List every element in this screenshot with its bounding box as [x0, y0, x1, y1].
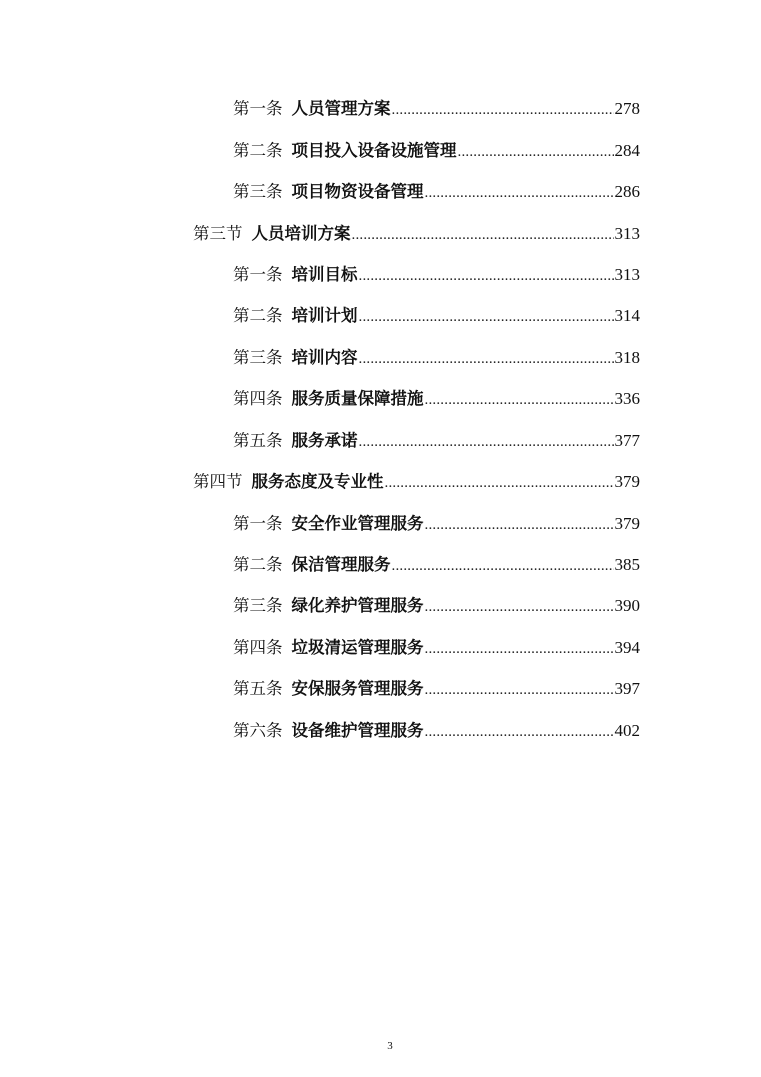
toc-entry-title: 服务态度及专业性 [251, 472, 384, 491]
toc-entry[interactable] [233, 677, 640, 701]
toc-entry-number: 第三节 [193, 224, 243, 243]
toc-entry[interactable] [233, 429, 640, 453]
toc-entry-title: 项目物资设备管理 [291, 182, 424, 201]
dot-leader [359, 430, 614, 454]
dot-leader [425, 181, 614, 205]
toc-entry-page: 313 [614, 265, 640, 284]
toc-entry-number: 第五条 [233, 679, 283, 698]
dot-leader [359, 264, 614, 288]
toc-entry-page: 278 [614, 99, 640, 118]
toc-entry[interactable] [233, 139, 640, 163]
toc-entry[interactable] [233, 512, 640, 536]
toc-entry-page: 385 [614, 555, 640, 574]
toc-entry[interactable] [233, 636, 640, 660]
toc-entry-title: 服务承诺 [291, 431, 358, 450]
toc-entry-number: 第一条 [233, 265, 283, 284]
toc-entry-page: 313 [614, 224, 640, 243]
toc-entry-number: 第一条 [233, 99, 283, 118]
toc-entry-title: 人员管理方案 [291, 99, 391, 118]
toc-entry-title: 培训计划 [291, 306, 358, 325]
toc-entry-title: 垃圾清运管理服务 [291, 638, 424, 657]
page-number: 3 [387, 1040, 393, 1052]
toc-entry-page: 402 [614, 721, 640, 740]
toc-entry[interactable] [233, 719, 640, 743]
toc-entry-page: 314 [614, 306, 640, 325]
toc-entry[interactable] [233, 346, 640, 370]
toc-entry-number: 第四节 [193, 472, 243, 491]
toc-entry-page: 394 [614, 638, 640, 657]
dot-leader [425, 678, 614, 702]
toc-entry-title: 服务质量保障措施 [291, 389, 424, 408]
toc-entry-number: 第三条 [233, 596, 283, 615]
dot-leader [385, 471, 614, 495]
toc-entry-title: 项目投入设备设施管理 [291, 141, 457, 160]
toc-entry[interactable] [233, 304, 640, 328]
toc-entry-title: 培训内容 [291, 348, 358, 367]
toc-entry-title: 安保服务管理服务 [291, 679, 424, 698]
toc-entry-page: 377 [614, 431, 640, 450]
toc-entry-title: 绿化养护管理服务 [291, 596, 424, 615]
toc-entry-number: 第四条 [233, 389, 283, 408]
dot-leader [392, 98, 614, 122]
toc-entry-number: 第二条 [233, 141, 283, 160]
dot-leader [392, 554, 614, 578]
toc-entry-number: 第三条 [233, 182, 283, 201]
toc-entry[interactable] [233, 97, 640, 121]
dot-leader [458, 140, 614, 164]
dot-leader [425, 513, 614, 537]
dot-leader [425, 388, 614, 412]
toc-entry-page: 379 [614, 514, 640, 533]
toc-entry-number: 第三条 [233, 348, 283, 367]
dot-leader [425, 637, 614, 661]
toc-entry[interactable] [233, 594, 640, 618]
toc-entry-number: 第六条 [233, 721, 283, 740]
toc-entry-number: 第二条 [233, 555, 283, 574]
toc-entry-title: 安全作业管理服务 [291, 514, 424, 533]
toc-section-entry[interactable] [193, 222, 640, 246]
toc-entry-number: 第二条 [233, 306, 283, 325]
toc-entry[interactable] [233, 263, 640, 287]
toc-entry-page: 318 [614, 348, 640, 367]
toc-entry-page: 336 [614, 389, 640, 408]
toc-entry-page: 379 [614, 472, 640, 491]
dot-leader [359, 305, 614, 329]
toc-entry-title: 设备维护管理服务 [291, 721, 424, 740]
toc-entry-title: 人员培训方案 [251, 224, 351, 243]
toc-entry-title: 保洁管理服务 [291, 555, 391, 574]
toc-entry-number: 第五条 [233, 431, 283, 450]
toc-entry-number: 第一条 [233, 514, 283, 533]
toc-entry-page: 284 [614, 141, 640, 160]
toc-entry[interactable] [233, 180, 640, 204]
dot-leader [425, 720, 614, 744]
dot-leader [352, 223, 614, 247]
toc-section-entry[interactable] [193, 470, 640, 494]
toc-entry-page: 397 [614, 679, 640, 698]
toc-entry[interactable] [233, 553, 640, 577]
toc-entry-page: 390 [614, 596, 640, 615]
toc-entry[interactable] [233, 387, 640, 411]
toc-entry-number: 第四条 [233, 638, 283, 657]
toc-entry-page: 286 [614, 182, 640, 201]
dot-leader [425, 595, 614, 619]
toc-entry-title: 培训目标 [291, 265, 358, 284]
dot-leader [359, 347, 614, 371]
